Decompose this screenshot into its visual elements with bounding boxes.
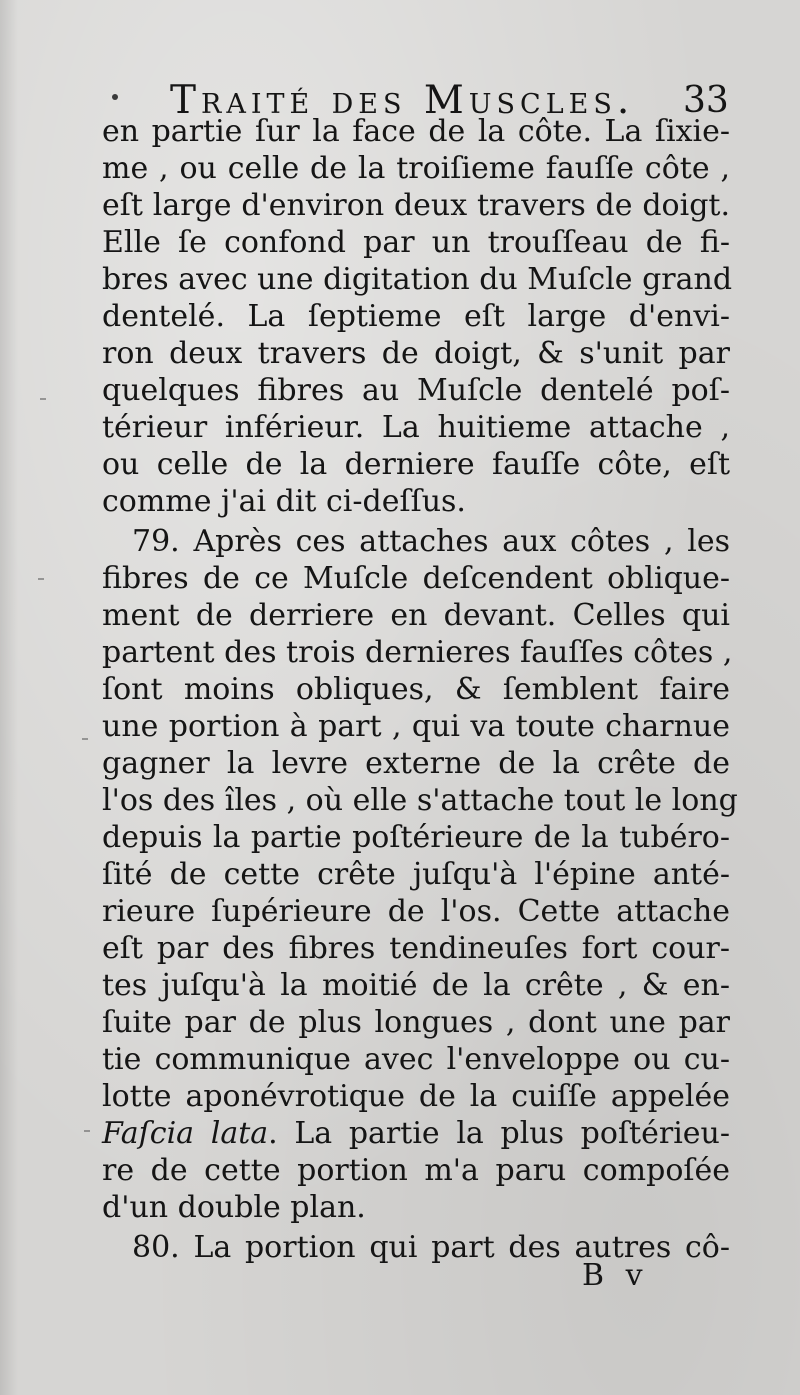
paragraph-79-start: 79. Après ces attaches aux côtes , les [132, 524, 730, 559]
latin-term: Faſcia lata [102, 1116, 269, 1151]
text-fragment: . La partie la plus poſtérieu- [268, 1116, 731, 1151]
text-line: térieur inférieur. La huitieme attache , [102, 410, 730, 445]
text-line: lotte aponévrotique de la cuiſſe appelée [102, 1079, 730, 1114]
text-line: ron deux travers de doigt, & s'unit par [102, 336, 730, 371]
text-line: tie communique avec l'enveloppe ou cu- [102, 1042, 730, 1077]
margin-speck [84, 1130, 90, 1132]
text-line: eſt large d'environ deux travers de doigt. [102, 188, 730, 223]
signature-mark: B v [582, 1258, 649, 1293]
margin-speck [82, 738, 88, 740]
header-title: Traité des Muscles. [170, 78, 635, 123]
page-shadow [0, 0, 18, 1395]
text-line: depuis la partie poſtérieure de la tubéro- [102, 820, 730, 855]
text-line: une portion à part , qui va toute charnue [102, 709, 730, 744]
text-line: ment de derriere en devant. Celles qui [102, 598, 730, 633]
text-line: eſt par des fibres tendineuſes fort cour- [102, 931, 730, 966]
text-line: quelques fibres au Muſcle dentelé poſ- [102, 373, 730, 408]
text-line: dentelé. La ſeptieme eſt large d'envi- [102, 299, 730, 334]
header-dot [112, 94, 118, 100]
text-line: comme j'ai dit ci-deſſus. [102, 484, 466, 519]
text-line: Elle ſe confond par un trouſſeau de fi- [102, 225, 730, 260]
text-line: ſuite par de plus longues , dont une par [102, 1005, 730, 1040]
text-line: ſité de cette crête juſqu'à l'épine anté- [102, 857, 730, 892]
text-line: partent des trois dernieres fauſſes côtes , [102, 635, 733, 670]
text-line: en partie ſur la face de la côte. La ſixie- [102, 114, 730, 149]
margin-speck [40, 398, 46, 400]
text-line: fibres de ce Muſcle deſcendent oblique- [102, 561, 730, 596]
text-line: gagner la levre externe de la crête de [102, 746, 730, 781]
text-line: bres avec une digitation du Muſcle grand [102, 262, 733, 297]
text-line: tes juſqu'à la moitié de la crête , & en- [102, 968, 730, 1003]
text-line: me , ou celle de la troiſieme fauſſe côte , [102, 151, 730, 186]
text-line: l'os des îles , où elle s'attache tout le long [102, 783, 738, 818]
text-line: re de cette portion m'a paru compoſée [102, 1153, 730, 1188]
text-line: ſont moins obliques, & ſemblent faire [102, 672, 730, 707]
text-line: rieure ſupérieure de l'os. Cette attache [102, 894, 730, 929]
text-line-fascia-lata [102, 1115, 730, 1153]
margin-speck [38, 578, 44, 580]
text-line: d'un double plan. [102, 1190, 366, 1225]
text-line: ou celle de la derniere fauſſe côte, eſt [102, 447, 730, 482]
paragraph-80-start: 80. La portion qui part des autres cô- [132, 1230, 730, 1265]
page-number: 33 [683, 80, 729, 121]
